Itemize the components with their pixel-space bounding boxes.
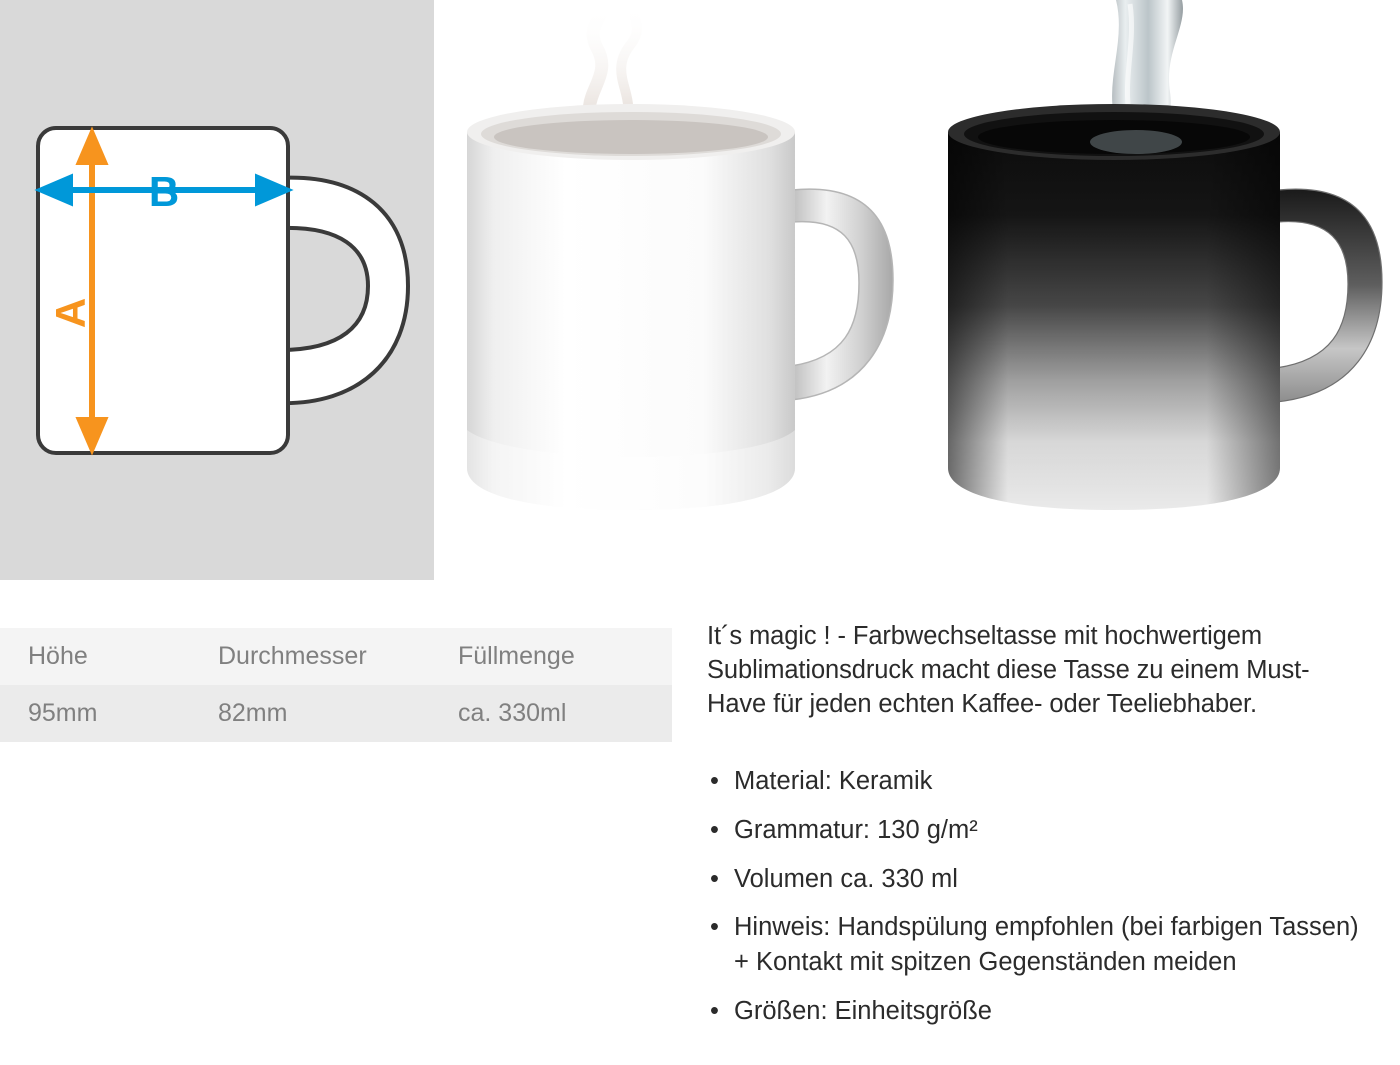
list-item — [707, 994, 1367, 1029]
list-item — [707, 910, 1367, 980]
diagram-label-height: A — [47, 297, 94, 329]
feature-grammage: Grammatur: 130 g/m² — [734, 815, 978, 844]
list-item — [707, 862, 1367, 897]
list-item — [707, 813, 1367, 848]
bullet-icon: • — [710, 815, 719, 844]
feature-material: Material: Keramik — [734, 766, 933, 795]
list-item — [707, 764, 1367, 799]
feature-sizes: Größen: Einheitsgröße — [734, 997, 992, 1026]
cell-volume: ca. 330ml — [458, 699, 567, 727]
table-row — [0, 685, 672, 742]
mug-dimension-diagram — [30, 118, 410, 458]
column-header-diameter: Durchmesser — [218, 642, 367, 670]
description-intro-text: It´s magic ! - Farbwechseltasse mit hochwertigem Sublimationsdruck macht diese Tasse zu einem Must-Have für jeden echten Kaffee- oder Teeliebhaber. — [707, 622, 1310, 718]
column-header-height: Höhe — [28, 642, 88, 670]
feature-volume: Volumen ca. 330 ml — [734, 864, 958, 893]
product-description — [707, 620, 1367, 1043]
cell-height: 95mm — [28, 699, 98, 727]
bullet-icon: • — [710, 864, 719, 893]
specification-table — [0, 628, 672, 742]
black-mug-image — [930, 0, 1400, 580]
bullet-icon: • — [710, 997, 719, 1026]
column-header-volume: Füllmenge — [458, 642, 575, 670]
white-mug-image — [455, 0, 915, 580]
bullet-icon: • — [710, 766, 719, 795]
product-details-section — [0, 580, 1400, 1065]
cell-diameter: 82mm — [218, 699, 288, 727]
feature-care-note: Hinweis: Handspülung empfohlen (bei farbigen Tassen) + Kontakt mit spitzen Gegenständen meiden — [734, 913, 1359, 977]
table-header-row — [0, 628, 672, 685]
bullet-icon: • — [710, 913, 719, 942]
feature-list — [707, 764, 1367, 1030]
diagram-label-diameter: B — [148, 168, 180, 215]
